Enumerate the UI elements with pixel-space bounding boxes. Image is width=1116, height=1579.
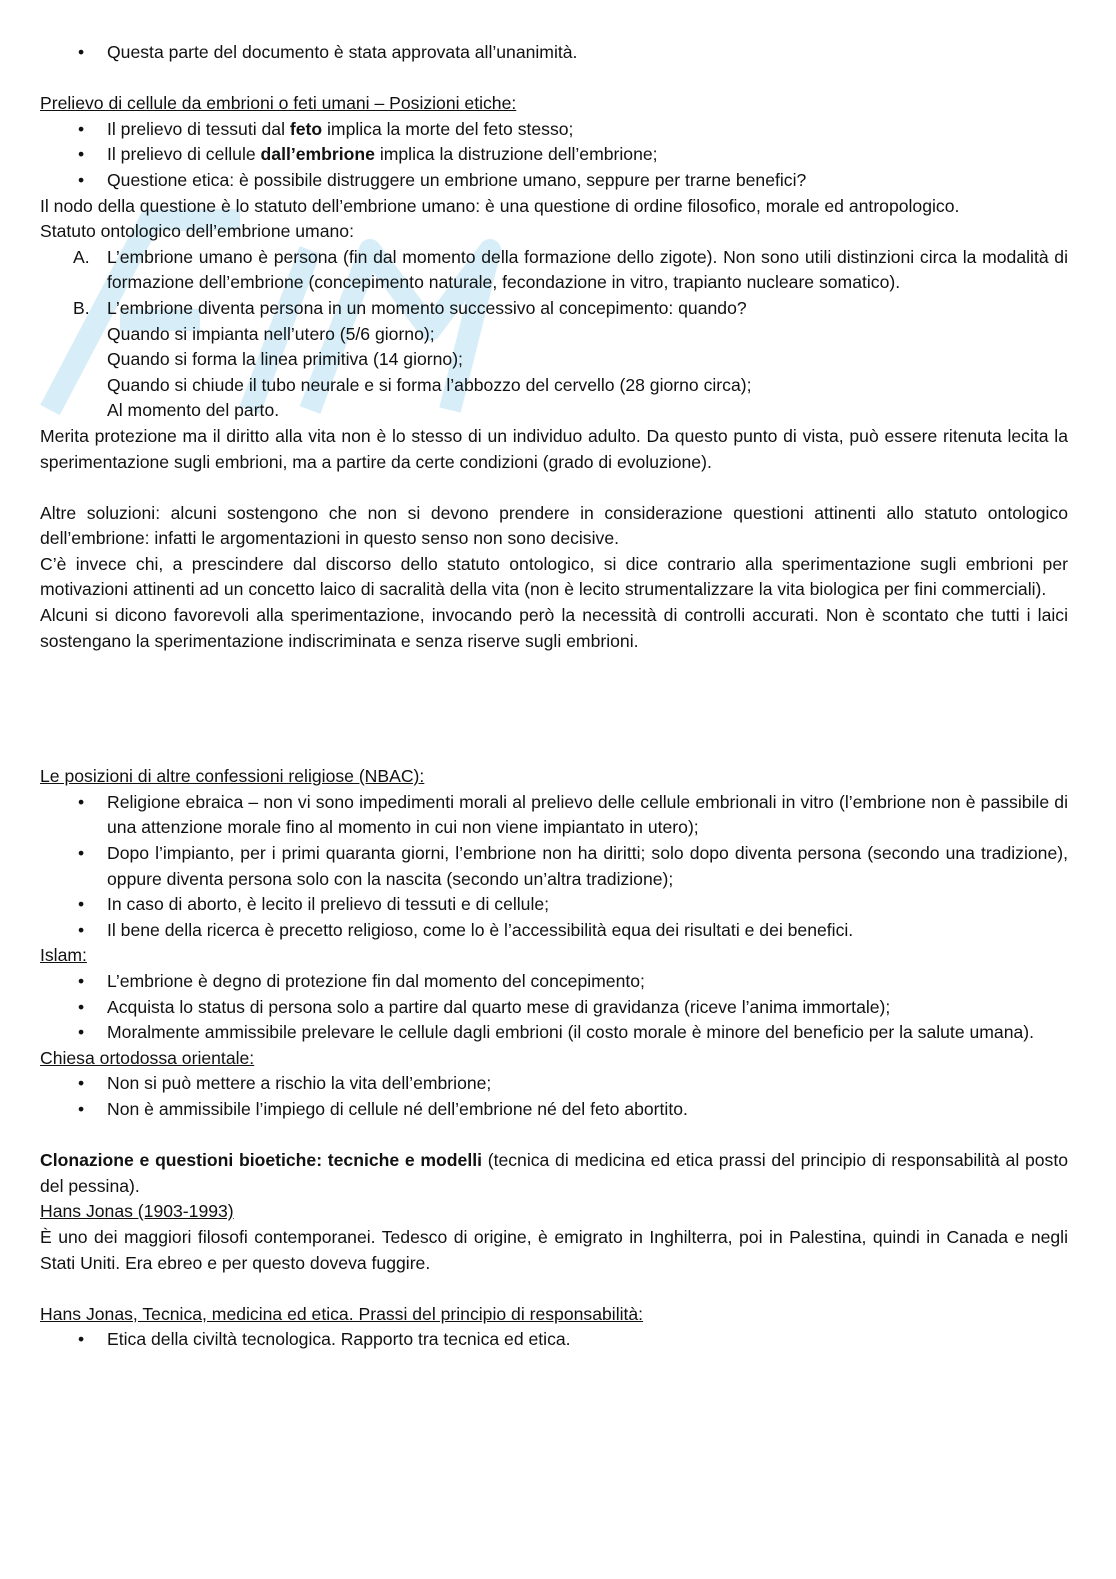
paragraph-sacralita: C’è invece chi, a prescindere dal discorso dello statuto ontologico, si dice contrario alla sperimentazione sugli embrioni per motivazioni attinenti ad un concetto laico di sacralità della vita (non è lecito strumentalizzare la vita biologica per fini commerciali).: [40, 553, 1068, 600]
section-heading-ortodossa: Chiesa ortodossa orientale:: [40, 1047, 255, 1068]
bullet-list-ortodossa: [40, 1071, 1068, 1122]
section-heading-jonas-tecnica: Hans Jonas, Tecnica, medicina ed etica. Prassi del principio di responsabilità:: [40, 1303, 644, 1324]
section-heading-statuto: Statuto ontologico dell’embrione umano:: [40, 221, 354, 242]
list-item: • L’embrione è degno di protezione fin dal momento del concepimento;: [78, 971, 645, 991]
list-item: • Etica della civiltà tecnologica. Rapporto tra tecnica ed etica.: [78, 1329, 571, 1350]
list-item: • Il prelievo di cellule dall’embrione implica la distruzione dell’embrione;: [78, 144, 658, 165]
list-item: • Questa parte del documento è stata approvata all’unanimità.: [78, 42, 578, 62]
list-item: • Il prelievo di tessuti dal feto implica la morte del feto stesso;: [78, 118, 574, 139]
list-item: • Moralmente ammissibile prelevare le cellule dagli embrioni (il costo morale è minore del beneficio per la salute umana).: [78, 1022, 1035, 1043]
list-item-b: B. L’embrione diventa persona in un momento successivo al concepimento: quando?: [73, 297, 747, 318]
bullet-list-prelievo: [40, 117, 1068, 194]
paragraph-favorevoli: Alcuni si dicono favorevoli alla sperimentazione, invocando però la necessità di controlli accurati. Non è scontato che tutti i laici sostengano la sperimentazione indiscriminata e senza riserve sugli embrioni.: [40, 605, 1068, 651]
section-heading-prelievo: Prelievo di cellule da embrioni o feti umani – Posizioni etiche:: [40, 93, 517, 114]
list-item: • Religione ebraica – non vi sono impedimenti morali al prelievo delle cellule embrionali in vitro (l’embrione non è passibile di una attenzione morale fino al momento in cui non viene impiantato in utero);: [78, 791, 1068, 838]
list-item: • Il bene della ricerca è precetto religioso, come lo è l’accessibilità equa dei risultati e dei benefici.: [78, 919, 854, 940]
section-heading-confessioni: Le posizioni di altre confessioni religiose (NBAC):: [40, 766, 425, 787]
quando-line: Quando si chiude il tubo neurale e si forma l’abbozzo del cervello (28 giorno circa);: [107, 374, 752, 395]
quando-line: Al momento del parto.: [107, 400, 280, 421]
document-page: [40, 40, 1068, 1353]
lettered-list-statuto: [40, 245, 1068, 322]
list-item: • Dopo l’impianto, per i primi quaranta giorni, l’embrione non ha diritti; solo dopo diventa persona (secondo una tradizione), oppure diventa persona solo con la nascita (secondo un’altra tradizione);: [78, 843, 1068, 889]
list-item: • Acquista lo status di persona solo a partire dal quarto mese di gravidanza (riceve l’anima immortale);: [78, 996, 891, 1017]
paragraph-protezione: Merita protezione ma il diritto alla vita non è lo stesso di un individuo adulto. Da questo punto di vista, può essere ritenuta lecita la sperimentazione sugli embrioni, ma a partire da certe condizioni (grado di evoluzione).: [40, 425, 1068, 472]
list-item: • Non si può mettere a rischio la vita dell’embrione;: [78, 1073, 492, 1094]
bullet-list-ebraica: [40, 790, 1068, 944]
paragraph-jonas-bio: È uno dei maggiori filosofi contemporanei. Tedesco di origine, è emigrato in Inghilterra, poi in Palestina, quindi in Canada e negli Stati Uniti. Era ebreo e per questo doveva fuggire.: [40, 1226, 1068, 1273]
bullet-list-islam: [40, 969, 1068, 1046]
bullet-list-approval: [40, 40, 1068, 66]
quando-line: Quando si impianta nell’utero (5/6 giorno);: [107, 323, 435, 344]
list-item: • In caso di aborto, è lecito il prelievo di tessuti e di cellule;: [78, 894, 550, 915]
list-item: • Questione etica: è possibile distruggere un embrione umano, seppure per trarne benefici?: [78, 169, 807, 190]
paragraph-altre-soluzioni: Altre soluzioni: alcuni sostengono che non si devono prendere in considerazione questioni attinenti allo statuto ontologico dell’embrione: infatti le argomentazioni in questo senso non sono decisive.: [40, 502, 1068, 549]
paragraph-nodo: Il nodo della questione è lo statuto dell’embrione umano: è una questione di ordine filosofico, morale ed antropologico.: [40, 195, 960, 216]
quando-line: Quando si forma la linea primitiva (14 giorno);: [107, 349, 463, 370]
section-heading-jonas: Hans Jonas (1903-1993): [40, 1201, 234, 1222]
paragraph-clonazione: Clonazione e questioni bioetiche: tecniche e modelli (tecnica di medicina ed etica prassi del principio di responsabilità al posto del pessina).: [40, 1150, 1068, 1196]
bullet-list-jonas: [40, 1327, 1068, 1353]
section-heading-islam: Islam:: [40, 945, 87, 966]
list-item-a: A. L’embrione umano è persona (fin dal momento della formazione dello zigote). Non sono utili distinzioni circa la modalità di formazione dell’embrione (concepimento naturale, fecondazione in vitro, trapianto nucleare somatico).: [73, 246, 1068, 293]
list-item: • Non è ammissibile l’impiego di cellule né dell’embrione né del feto abortito.: [78, 1098, 688, 1119]
